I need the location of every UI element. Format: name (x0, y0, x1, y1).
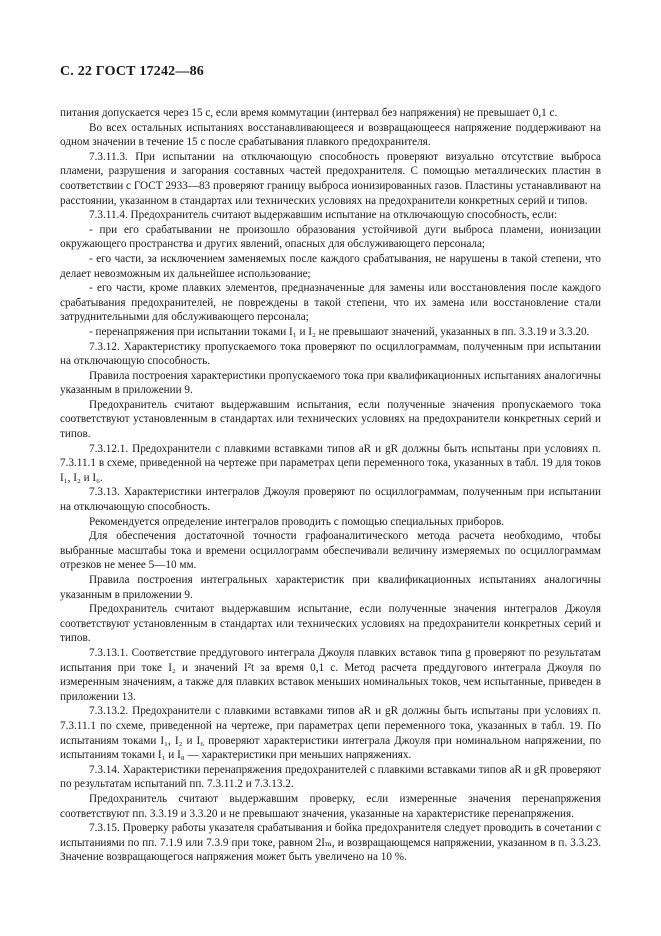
paragraph: 7.3.13. Характеристики интегралов Джоуля проверяют по осциллограммам, полученным при испытании на отключающую способность. (60, 486, 601, 514)
paragraph: Правила построения интегральных характеристик при квалификационных испытаниях аналогичны указанным в приложении 9. (60, 574, 601, 601)
paragraph: - перенапряжения при испытании токами I₁ и I₂ не превышают значений, указанных в пп. 3.3.19 и 3.3.20. (89, 325, 590, 338)
paragraph: 7.3.13.2. Предохранители с плавкими вставками типов aR и gR должны быть испытаны при условиях п. 7.3.11.1 по схеме, приведенной на чертеже, при параметрах цепи переменного тока, указанных в табл. 19. По испытаниям токами I₁, I₂ и I₆ проверяют характеристики интеграла Джоуля при номинальном напряжении, по испытаниям токами I₁ и I₈ — характеристики при меньших напряжениях. (60, 705, 601, 762)
paragraph: Для обеспечения достаточной точности графоаналитического метода расчета необходимо, чтобы выбранные масштабы тока и времени осциллограмм обеспечивали величину измеряемых по осциллограммам отрезков не менее 5—10 мм. (60, 530, 601, 572)
paragraph: Во всех остальных испытаниях восстанавливающееся и возвращающееся напряжение поддерживают на одном значении в течение 15 с после срабатывания плавкого предохранителя. (60, 121, 601, 149)
paragraph: Правила построения характеристики пропускаемого тока при квалификационных испытаниях аналогичны указанным в приложении 9. (60, 369, 601, 397)
paragraph: 7.3.14. Характеристики перенапряжения предохранителей с плавкими вставками типов aR и gR проверяют по результатам испытаний пп. 7.3.11.2 и 7.3.13.2. (60, 763, 601, 791)
paragraph: - его части, за исключением заменяемых после каждого срабатывания, не нарушены в такой степени, что делает невозможным их дальнейшее использование; (60, 252, 601, 280)
paragraph: 7.3.12.1. Предохранители с плавкими вставками типов aR и gR должны быть испытаны при условиях п. 7.3.11.1 в схеме, приведенной на чертеже при параметрах цепи переменного тока, указанных в табл. 19 для токов I₁, I₂ и I₆. (60, 442, 601, 484)
document-page (60, 20, 601, 865)
paragraph: Предохранитель считают выдержавшим испытание, если полученные значения интегралов Джоуля соответствуют установленным в стандартах или технических условиях на предохранители конкретных серий и типов. (60, 603, 601, 645)
paragraph: питания допускается через 15 с, если время коммутации (интервал без напряжения) не превышает 0,1 с. (60, 107, 558, 119)
paragraph: 7.3.13.1. Соответствие преддугового интеграла Джоуля плавких вставок типа g проверяют по результатам испытания при токе I₂ и значений I²t за время 0,1 с. Метод расчета преддугового интеграла Джоуля по измеренным значениям, а также для плавких вставок меньших номинальных токов, чем испытанные, приведен в приложении 13. (60, 646, 601, 703)
paragraph: Рекомендуется определение интегралов проводить с помощью специальных приборов. (89, 515, 505, 528)
paragraph: 7.3.15. Проверку работы указателя срабатывания и бойка предохранителя следует проводить в сочетании с испытаниями по пп. 7.1.9 или 7.3.9 при токе, равном 2Iₘ, и возвращающемся напряжении, указанном в п. 3.3.23. Значение возвращающегося напряжения может быть увеличено на 10 %. (60, 822, 601, 864)
document-body (60, 106, 601, 865)
paragraph: Предохранитель считают выдержавшим проверку, если измеренные значения перенапряжения соответствуют пп. 3.3.19 и 3.3.20 и не превышают значения, указанные на характеристике перенапряжения. (60, 792, 601, 820)
paragraph: 7.3.12. Характеристику пропускаемого тока проверяют по осциллограммам, полученным при испытании на отключающую способность. (60, 340, 601, 368)
paragraph: - его части, кроме плавких элементов, предназначенные для замены или восстановления после каждого срабатывания предохранителей, не повреждены в такой степени, что их замена или восстановление стали затруднительными для обслуживающего персонала; (60, 282, 601, 324)
paragraph: 7.3.11.3. При испытании на отключающую способность проверяют визуально отсутствие выброса пламени, разрушения и загорания составных частей предохранителя. С помощью металлических пластин в соответствии с ГОСТ 2933—83 проверяют границу выброса ионизированных газов. Пластины устанавливают на расстоянии, указанном в стандартах или технических условиях на предохранители конкретных серий и типов. (60, 150, 601, 207)
paragraph: - при его срабатывании не произошло образования устойчивой дуги выброса пламени, ионизации окружающего пространства и других явлений, опасных для обслуживающего персонала; (60, 223, 601, 251)
paragraph: Предохранитель считают выдержавшим испытания, если полученные значения пропускаемого тока соответствуют установленным в стандартах или технических условиях на предохранители конкретных серий и типов. (60, 398, 601, 441)
paragraph: 7.3.11.4. Предохранитель считают выдержавшим испытание на отключающую способность, если: (89, 209, 558, 222)
page-header: С. 22 ГОСТ 17242—86 (60, 64, 204, 79)
